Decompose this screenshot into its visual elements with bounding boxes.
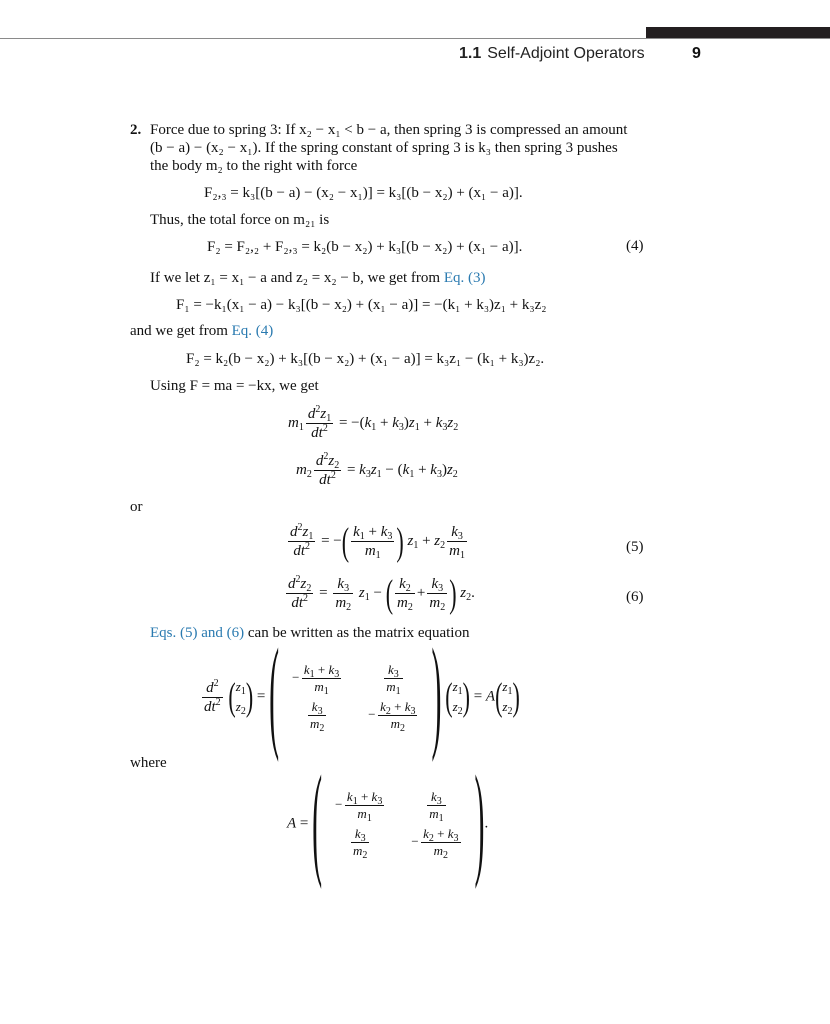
and-sentence: [130, 322, 273, 341]
section-number: 1.1: [459, 45, 482, 62]
equation-number-5: (5): [626, 539, 644, 555]
para1-line1: Force due to spring 3: If x₂ − x₁ < b − a, then spring 3 is compressed an amount: [150, 122, 628, 138]
equation-6: $\frac{d^2z_2}{dt^2}$ = $\frac{k_3}{m_2}$ $z_1$ − ( $\frac{k_2}{m_2}$ + $\frac{k_3}{m_2}$ ) $z_2$.: [288, 570, 475, 616]
equation-F2-z: F₂ = k₂(b − x₂) + k₃[(b − x₂) + (x₁ − a)] = k₃z₁ − (k₁ + k₃)z₂.: [186, 351, 545, 367]
equation-F23: F₂,₃ = k₃[(b − a) − (x₂ − x₁)] = k₃[(b − x₂) + (x₁ − a)].: [204, 185, 523, 201]
equation-m2-accel: $m_2$ $\frac{d^2z_2}{dt^2}$ = $k_3z_1 - (k_1 + k_3)z_2$: [296, 451, 458, 488]
or-text: or: [130, 499, 143, 515]
running-header: [459, 45, 645, 63]
matrix-equation: $\frac{d^2}{dt^2}$ ($z_1$ $z_2$) = ( − $\frac{k_1 + k_3}{m_1}$ $\frac{k_3}{m_1}$ $\frac{k_3}{m_2}$ − $\frac{k_2 + k_3}{m_2}$ ) ($z_1$ $z_2) = A(z_1$ $z_2$): [204, 625, 520, 765]
using-text: Using F = ma = −kx, we get: [150, 378, 319, 394]
and-text: and we get from: [130, 323, 232, 339]
equation-F1: F₁ = −k₁(x₁ − a) − k₃[(b − x₂) + (x₁ − a)] = −(k₁ + k₃)z₁ + k₃z₂: [176, 297, 547, 313]
eqs-5-6-link[interactable]: Eqs. (5) and (6): [150, 625, 245, 641]
where-text: where: [130, 755, 167, 771]
eqs-sentence: [150, 624, 469, 643]
let-text: If we let z₁ = x₁ − a and z₂ = x₂ − b, we get from: [150, 270, 444, 286]
item-number: 2.: [130, 122, 142, 138]
equation-number-4: (4): [626, 238, 644, 254]
equation-m1-accel: $m_1$ $\frac{d^2z_1}{dt^2}$ = $-(k_1 + k_3)z_1 + k_3z_2$: [288, 404, 459, 441]
para1-line3: the body m₂ to the right with force: [150, 158, 358, 174]
page-number: 9: [692, 45, 701, 62]
para1-line2: (b − a) − (x₂ − x₁). If the spring constant of spring 3 is k₃ then spring 3 pushes: [150, 140, 618, 156]
equation-5: $\frac{d^2z_1}{dt^2}$ = −( $\frac{k_1 + k_3}{m_1}$ ) $z_1 + z_2$ $\frac{k_3}{m_1}$: [290, 518, 465, 564]
let-sentence: [150, 269, 486, 288]
header-rule: [0, 38, 830, 39]
section-title: Self-Adjoint Operators: [487, 45, 645, 62]
eqs-text: can be written as the matrix equation: [244, 625, 470, 641]
eq4-link[interactable]: Eq. (4): [231, 323, 274, 339]
equation-F2-total: F₂ = F₂,₂ + F₂,₃ = k₂(b − x₂) + k₃[(b − x₂) + (x₁ − a)].: [207, 239, 523, 255]
equation-number-6: (6): [626, 589, 644, 605]
matrix-A-definition: A = ( − $\frac{k_1 + k_3}{m_1}$ $\frac{k_3}{m_1}$ $\frac{k_3}{m_2}$ − $\frac{k_2 + k_3}{m_2}$ ).: [287, 752, 489, 892]
thus-text: Thus, the total force on m₂₁ is: [150, 212, 330, 228]
eq3-link[interactable]: Eq. (3): [443, 270, 486, 286]
